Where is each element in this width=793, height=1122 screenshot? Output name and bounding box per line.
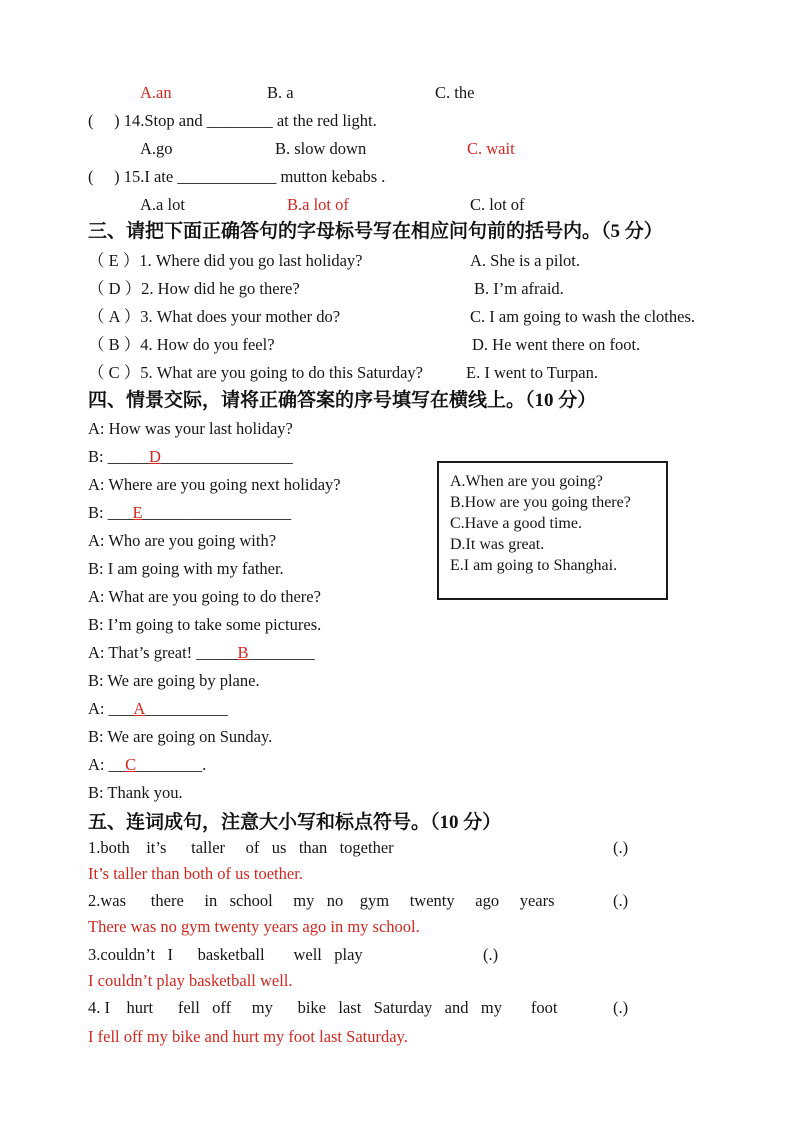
- option-label: B.a lot of: [287, 195, 349, 214]
- dialog-line: A: Where are you going next holiday?: [88, 475, 341, 494]
- match-question: （ D ）2. How did he go there?: [88, 279, 300, 298]
- dialog-line: A: How was your last holiday?: [88, 419, 293, 438]
- match-answer: C. I am going to wash the clothes.: [470, 307, 696, 326]
- section4-title: 四、情景交际，请将正确答案的序号填写在横线上。（10 分）: [88, 390, 597, 411]
- answer-letter: A: [133, 699, 146, 718]
- dialog-line: B: _____D________________: [88, 447, 293, 466]
- scramble-words: 3.couldn’t I basketball well play: [88, 945, 363, 964]
- option-label: C. wait: [467, 139, 515, 158]
- box-option: B.How are you going there?: [450, 494, 631, 511]
- answer-letter: D: [148, 447, 161, 466]
- scramble-answer: I fell off my bike and hurt my foot last Saturday.: [88, 1027, 408, 1046]
- match-question: （ E ）1. Where did you go last holiday?: [88, 251, 363, 270]
- box-option: E.I am going to Shanghai.: [450, 557, 618, 574]
- match-question: （ C ）5. What are you going to do this Saturday?: [88, 363, 423, 382]
- dialog-line: A: ___A__________: [88, 699, 228, 718]
- question-stem: ( ) 15.I ate ____________ mutton kebabs .: [88, 167, 386, 186]
- scramble-words: 1.both it’s taller of us than together: [88, 838, 394, 857]
- scramble-answer: It’s taller than both of us toether.: [88, 864, 303, 883]
- option-label: C. the: [435, 83, 475, 102]
- period-hint: (.): [613, 998, 629, 1017]
- option-label: A.go: [140, 139, 173, 158]
- box-option: C.Have a good time.: [450, 515, 582, 532]
- match-answer: B. I’m afraid.: [474, 279, 564, 298]
- answer-letter: B: [237, 643, 249, 662]
- scramble-answer: There was no gym twenty years ago in my school.: [88, 917, 420, 936]
- dialog-line: B: We are going by plane.: [88, 671, 260, 690]
- match-answer: D. He went there on foot.: [472, 335, 641, 354]
- match-answer: E. I went to Turpan.: [466, 363, 598, 382]
- scramble-words: 2.was there in school my no gym twenty ago years: [88, 891, 555, 910]
- dialog-line: A: What are you going to do there?: [88, 587, 321, 606]
- dialog-line: B: We are going on Sunday.: [88, 727, 273, 746]
- dialog-line: A: __C________.: [88, 755, 207, 774]
- dialog-line: B: Thank you.: [88, 783, 183, 802]
- dialog-line: A: Who are you going with?: [88, 531, 277, 550]
- box-option: D.It was great.: [450, 536, 545, 553]
- answer-letter: E: [132, 503, 143, 522]
- option-label: C. lot of: [470, 195, 525, 214]
- option-label: A.a lot: [140, 195, 185, 214]
- match-question: （ B ）4. How do you feel?: [88, 335, 275, 354]
- scramble-words: 4. I hurt fell off my bike last Saturday and my foot: [88, 998, 558, 1017]
- scramble-answer: I couldn’t play basketball well.: [88, 971, 293, 990]
- period-hint: (.): [483, 945, 499, 964]
- option-label: A.an: [140, 83, 172, 102]
- match-question: （ A ）3. What does your mother do?: [88, 307, 341, 326]
- answer-options-box: [437, 461, 668, 600]
- section5-title: 五、连词成句，注意大小写和标点符号。（10 分）: [88, 812, 502, 833]
- dialog-line: B: I’m going to take some pictures.: [88, 615, 322, 634]
- period-hint: (.): [613, 891, 629, 910]
- dialog-line: B: ___E__________________: [88, 503, 292, 522]
- option-label: B. a: [267, 83, 294, 102]
- dialog-line: B: I am going with my father.: [88, 559, 284, 578]
- period-hint: (.): [613, 838, 629, 857]
- section3-title: 三、请把下面正确答句的字母标号写在相应问句前的括号内。（5 分）: [88, 221, 663, 242]
- match-answer: A. She is a pilot.: [470, 251, 580, 270]
- option-label: B. slow down: [275, 139, 367, 158]
- question-stem: ( ) 14.Stop and ________ at the red light.: [88, 111, 377, 130]
- answer-letter: C: [125, 755, 137, 774]
- dialog-line: A: That’s great! _____B________: [88, 643, 315, 662]
- box-option: A.When are you going?: [450, 473, 603, 490]
